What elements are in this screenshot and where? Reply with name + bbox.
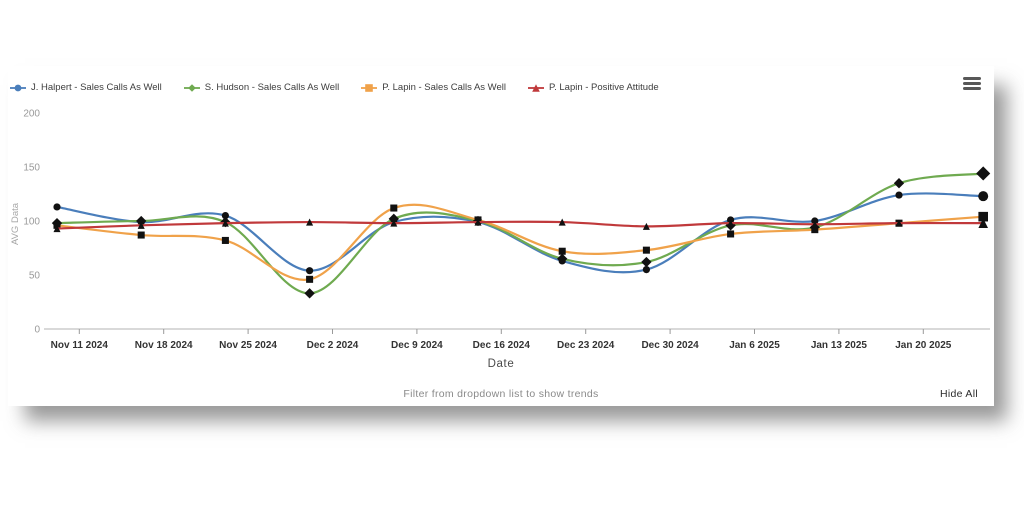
hamburger-bar	[963, 82, 981, 85]
hamburger-bar	[963, 87, 981, 90]
data-point-square[interactable]	[390, 205, 397, 212]
y-tick-label: 100	[23, 216, 40, 228]
y-tick-label: 0	[34, 324, 40, 336]
hide-all-button[interactable]: Hide All	[939, 388, 978, 400]
series-line-0[interactable]	[57, 193, 983, 272]
x-tick-label: Nov 25 2024	[219, 340, 278, 351]
x-tick-label: Nov 11 2024	[50, 340, 108, 351]
x-tick-label: Dec 23 2024	[557, 340, 615, 351]
filter-hint-text: Filter from dropdown list to show trends	[403, 388, 599, 400]
legend-item-0[interactable]	[10, 82, 162, 93]
data-point-square[interactable]	[306, 276, 313, 283]
data-point-diamond[interactable]	[894, 178, 904, 188]
data-point-diamond[interactable]	[304, 288, 314, 298]
trend-line-chart	[8, 106, 994, 358]
series-line-1[interactable]	[57, 173, 983, 293]
data-point-square[interactable]	[138, 232, 145, 239]
circle-legend-icon	[10, 83, 26, 93]
data-point-circle[interactable]	[306, 267, 313, 274]
data-point-square[interactable]	[643, 247, 650, 254]
chart-card	[8, 66, 994, 406]
data-point-square[interactable]	[222, 237, 229, 244]
y-tick-label: 150	[23, 162, 40, 174]
y-axis-title: AVG Data	[10, 202, 21, 246]
x-tick-label: Jan 6 2025	[729, 340, 780, 351]
data-point-diamond[interactable]	[976, 166, 990, 180]
chart-area	[8, 106, 994, 358]
x-tick-label: Dec 2 2024	[306, 340, 359, 351]
x-tick-label: Dec 16 2024	[472, 340, 530, 351]
legend-item-2[interactable]	[361, 82, 506, 93]
data-point-circle[interactable]	[978, 191, 988, 201]
x-tick-label: Jan 20 2025	[895, 340, 952, 351]
legend-item-3[interactable]	[528, 82, 659, 93]
y-tick-label: 50	[28, 270, 40, 282]
x-tick-label: Jan 13 2025	[810, 340, 867, 351]
legend-label: P. Lapin - Positive Attitude	[548, 82, 659, 93]
data-point-square[interactable]	[727, 230, 734, 237]
x-tick-label: Dec 9 2024	[391, 340, 443, 351]
y-tick-label: 200	[23, 108, 40, 120]
x-axis-title: Date	[487, 358, 515, 370]
data-point-square[interactable]	[559, 248, 566, 255]
legend-label: P. Lapin - Sales Calls As Well	[382, 82, 506, 93]
data-point-circle[interactable]	[53, 203, 60, 210]
hamburger-bar	[963, 77, 981, 80]
hamburger-menu-icon[interactable]	[963, 77, 981, 90]
data-point-circle[interactable]	[895, 191, 902, 198]
legend-label: S. Hudson - Sales Calls As Well	[204, 82, 340, 93]
chart-legend	[10, 82, 681, 93]
triangle-legend-icon	[528, 83, 544, 93]
x-tick-label: Dec 30 2024	[641, 340, 699, 351]
legend-label: J. Halpert - Sales Calls As Well	[31, 82, 162, 93]
diamond-legend-icon	[184, 83, 200, 93]
data-point-diamond[interactable]	[641, 257, 651, 267]
legend-item-1[interactable]	[184, 82, 339, 93]
square-legend-icon	[361, 83, 377, 93]
x-tick-label: Nov 18 2024	[134, 340, 193, 351]
